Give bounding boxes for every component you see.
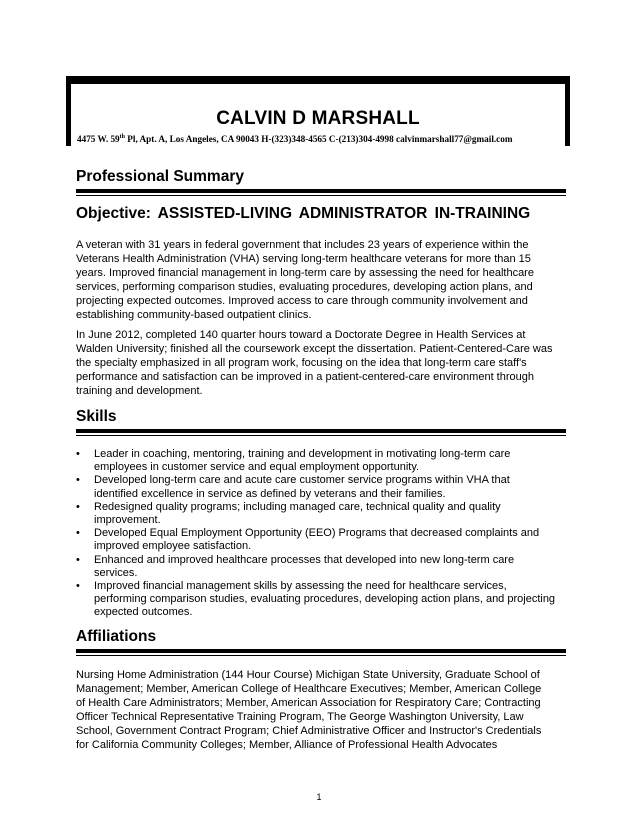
list-item bbox=[76, 554, 576, 580]
text-line: Nursing Home Administration (144 Hour Course) Michigan State University, Graduate School of bbox=[76, 669, 540, 681]
bullet-icon: • bbox=[76, 527, 80, 540]
section-title-affiliations: Affiliations bbox=[76, 628, 157, 645]
summary-paragraph-2 bbox=[76, 328, 576, 398]
text-line: Leader in coaching, mentoring, training and development in motivating long-term care bbox=[94, 448, 511, 460]
text-line: In June 2012, completed 140 quarter hours toward a Doctorate Degree in Health Services at bbox=[76, 329, 526, 341]
text-line: the specialty emphasized in all program work, focusing on the idea that long-term care staff's bbox=[76, 357, 527, 369]
contact-ordinal: th bbox=[119, 134, 125, 140]
text-line: performance and satisfaction can be improved in a patient-centered-care environment through bbox=[76, 371, 534, 383]
contact-address-start: 4475 W. 59 bbox=[77, 134, 120, 145]
text-line: Veterans Health Administration (VHA) serving long-term healthcare veterans for more than 15 bbox=[76, 253, 531, 265]
affiliations-paragraph bbox=[76, 668, 576, 752]
section-rule-thin bbox=[76, 435, 566, 436]
section-rule-thick bbox=[76, 189, 566, 193]
text-line: services, performing comparison studies, evaluating procedures, developing action plans, and bbox=[76, 281, 533, 293]
text-line: performing comparison studies, evaluating procedures, developing action plans, and projecting bbox=[94, 593, 556, 606]
text-line: A veteran with 31 years in federal government that includes 23 years of experience within the bbox=[76, 239, 529, 251]
text-line: Walden University; finished all the coursework except the dissertation. Patient-Centered-Care was bbox=[76, 343, 553, 355]
bullet-icon: • bbox=[76, 474, 80, 487]
text-line: Improved financial management skills by assessing the need for healthcare services, bbox=[94, 580, 507, 593]
text-line: Developed long-term care and acute care customer service programs within VHA that bbox=[94, 474, 510, 487]
text-line: Management; Member, American College of Healthcare Executives; Member, American College bbox=[76, 683, 542, 695]
contact-line bbox=[77, 134, 513, 144]
text-line: expected outcomes. bbox=[94, 606, 193, 619]
objective-heading: Objective: ASSISTED-LIVING ADMINISTRATOR IN-TRAINING bbox=[76, 205, 531, 222]
text-line: improvement. bbox=[94, 514, 161, 527]
section-rule-thick bbox=[76, 649, 566, 653]
text-line: training and development. bbox=[76, 385, 203, 397]
bullet-icon: • bbox=[76, 553, 80, 566]
list-item bbox=[76, 580, 576, 620]
contact-address-rest: Pl, Apt. A, Los Angeles, CA 90043 H-(323)348-4565 C-(213)304-4998 calvinmarshall77@gmail.com bbox=[124, 134, 513, 145]
header-box bbox=[66, 76, 570, 146]
text-line: Officer Technical Representative Training Program, The George Washington University, Law bbox=[76, 711, 524, 723]
section-rule-thick bbox=[76, 429, 566, 433]
text-line: projecting expected outcomes. Improved access to care through community involvement and bbox=[76, 295, 528, 307]
bullet-icon: • bbox=[76, 500, 80, 513]
list-item bbox=[76, 527, 576, 553]
bullet-icon: • bbox=[76, 580, 80, 593]
text-line: years. Improved financial management in long-term care by assessing the need for healthcare bbox=[76, 267, 534, 279]
page-number: 1 bbox=[316, 792, 322, 802]
candidate-name: CALVIN D MARSHALL bbox=[216, 108, 420, 129]
bullet-icon: • bbox=[76, 448, 80, 460]
text-line: Enhanced and improved healthcare processes that developed into new long-term care bbox=[94, 553, 515, 566]
text-line: services. bbox=[94, 566, 138, 579]
text-line: Developed Equal Employment Opportunity (EEO) Programs that decreased complaints and bbox=[94, 527, 540, 540]
text-line: improved employee satisfaction. bbox=[94, 540, 252, 553]
skills-list bbox=[76, 448, 576, 620]
list-item bbox=[76, 448, 576, 474]
section-title-skills: Skills bbox=[76, 408, 117, 425]
text-line: School, Government Contract Program; Chief Administrative Officer and Instructor's Credentials bbox=[76, 725, 542, 737]
list-item bbox=[76, 501, 576, 527]
text-line: Redesigned quality programs; including managed care, technical quality and quality bbox=[94, 500, 501, 513]
text-line: identified excellence in service as defined by veterans and their families. bbox=[94, 487, 446, 500]
section-rule-thin bbox=[76, 655, 566, 656]
text-line: for California Community Colleges; Member, Alliance of Professional Health Advocates bbox=[76, 739, 498, 751]
list-item bbox=[76, 474, 576, 500]
text-line: of Health Care Administrators; Member, American Association for Respiratory Care; Contracting bbox=[76, 697, 541, 709]
section-title-professional-summary: Professional Summary bbox=[76, 168, 244, 185]
summary-paragraph-1 bbox=[76, 238, 576, 322]
text-line: employees in customer service and equal employment opportunity. bbox=[94, 461, 420, 474]
text-line: establishing community-based outpatient clinics. bbox=[76, 309, 312, 321]
section-rule-thin bbox=[76, 195, 566, 196]
